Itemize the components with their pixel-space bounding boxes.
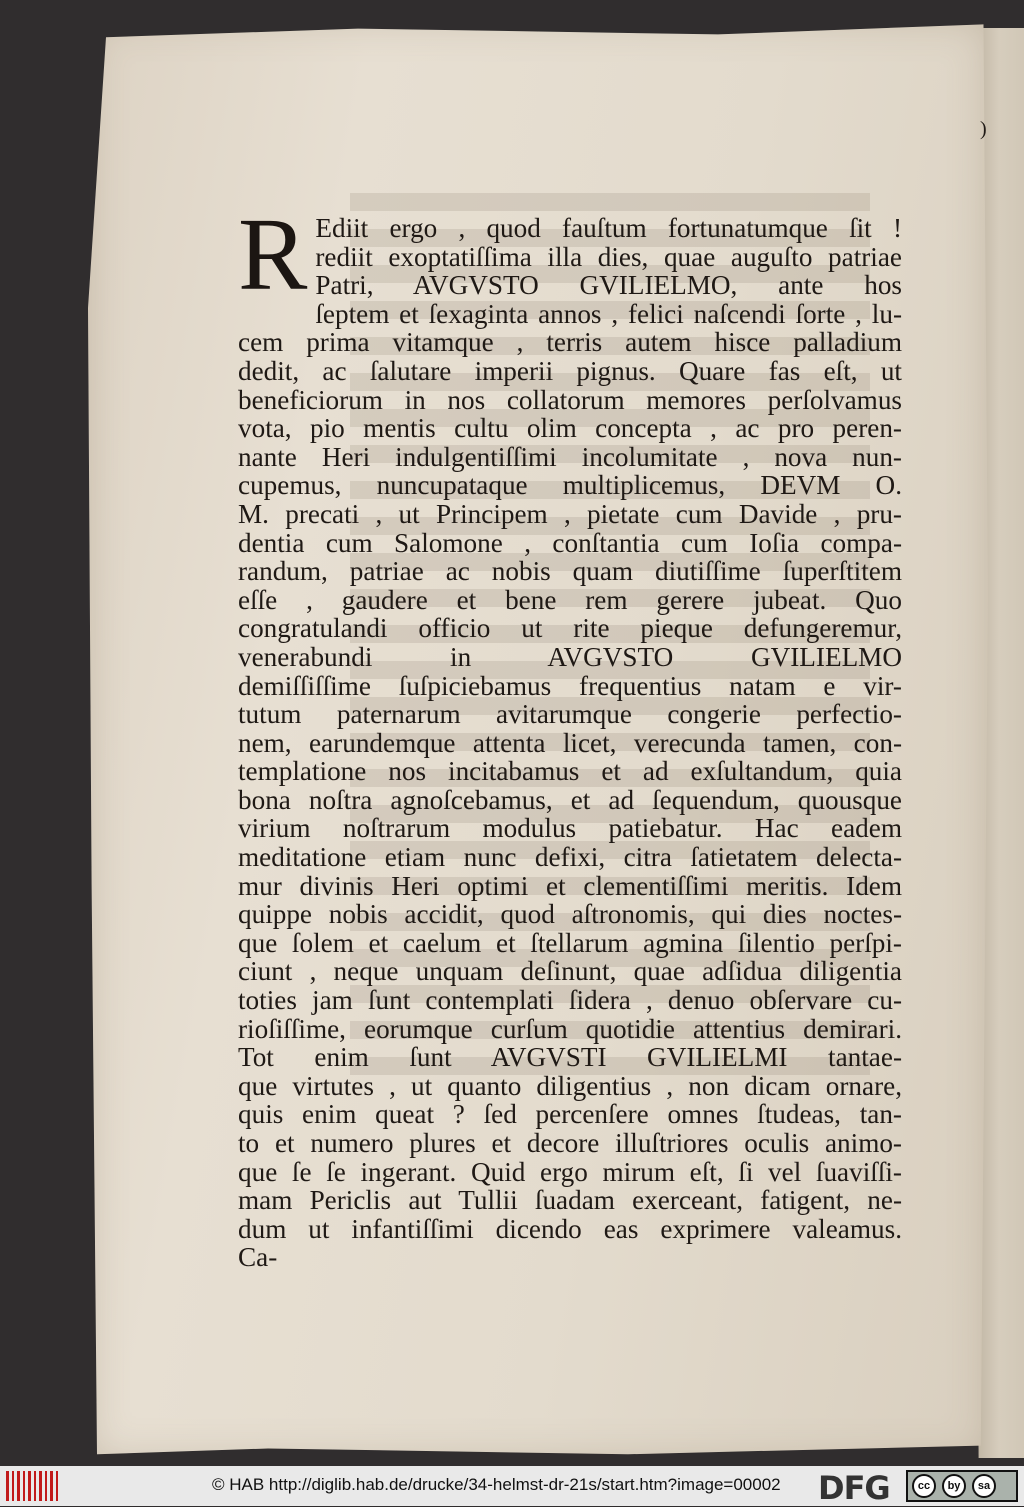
text-line: congratulandi officio ut rite pieque defungeremur, <box>238 613 902 644</box>
by-icon: by <box>942 1474 966 1498</box>
text-line: mur divinis Heri optimi et clementiſſimi meritis. Idem <box>238 870 902 901</box>
text-line: rediit exoptatiſſima illa dies, quae auguſto patriae <box>315 241 902 272</box>
copyright-link[interactable]: © HAB http://diglib.hab.de/drucke/34-helmst-dr-21s/start.htm?image=00002 <box>212 1475 781 1494</box>
text-line: to et numero plures et decore illuſtriores oculis animo- <box>238 1128 902 1158</box>
text-line: cupemus, nuncupataque multiplicemus, DEVM O. <box>238 470 902 501</box>
text-line: dentia cum Salomone , conſtantia cum Ioſia compa- <box>238 527 902 558</box>
text-line: venerabundi in AVGVSTO GVILIELMO <box>238 641 902 672</box>
text-line: ciunt , neque unquam deſinunt, quae adſidua diligentia <box>238 956 902 987</box>
text-line: Patri, AVGVSTO GVILIELMO, ante hos <box>315 270 902 301</box>
text-line: nem, earundemque attenta licet, verecunda tamen, con- <box>238 727 902 758</box>
text-line: mam Periclis aut Tullii ſuadam exerceant, fatigent, ne- <box>238 1185 902 1216</box>
text-line: Tot enim ſunt AVGVSTI GVILIELMI tantae- <box>238 1042 902 1073</box>
text-line: que ſolem et caelum et ſtellarum agmina ſilentio perſpi- <box>238 927 902 958</box>
text-line: cem prima vitamque , terris autem hisce palladium <box>238 327 902 358</box>
text-line: meditatione etiam nunc defixi, citra ſatietatem delecta- <box>238 842 902 873</box>
text-line: que ſe ſe ingerant. Quid ergo mirum eſt, ſi vel ſuaviſſi- <box>238 1156 902 1187</box>
text-line: nante Heri indulgentiſſimi incolumitate , nova nun- <box>238 441 902 472</box>
text-line: M. precati , ut Principem , pietate cum Davide , pru- <box>238 498 902 529</box>
dfg-logo[interactable]: DFG <box>818 1469 890 1507</box>
text-line: ſeptem et ſexaginta annos , felici naſcendi ſorte , lu- <box>315 298 902 329</box>
text-line: bona noſtra agnoſcebamus, et ad ſequendum, quousque <box>238 784 902 815</box>
text-line: Ediit ergo , quod fauſtum fortunatumque ſit ! <box>315 213 902 243</box>
text-line: que virtutes , ut quanto diligentius , non dicam ornare, <box>238 1070 902 1101</box>
text-line: rioſiſſime, eorumque curſum quotidie attentius demirari. <box>238 1013 902 1044</box>
drop-cap: R <box>238 197 308 312</box>
text-line: vota, pio mentis cultu olim concepta , ac pro peren- <box>238 413 902 444</box>
text-line: randum, patriae ac nobis quam diutiſſime ſuperſtitem <box>238 556 902 587</box>
body-text <box>238 197 902 1273</box>
text-line: quis enim queat ? ſed percenſere omnes ſtudeas, tan- <box>238 1099 902 1130</box>
margin-mark: ) <box>980 118 987 140</box>
cc-license-badge[interactable] <box>906 1470 1018 1502</box>
sa-icon: sa <box>972 1474 996 1498</box>
text-line: dum ut infantiſſimi dicendo eas exprimere valeamus. <box>238 1213 902 1244</box>
text-line: templatione nos incitabamus et ad exſultandum, quia <box>238 756 902 787</box>
text-line: virium noſtrarum modulus patiebatur. Hac eadem <box>238 813 902 844</box>
viewer-footer <box>0 1466 1024 1506</box>
text-line: tutum paternarum avitarumque congerie perfectio- <box>238 699 902 730</box>
text-line: quippe nobis accidit, quod aſtronomis, qui dies noctes- <box>238 899 902 930</box>
catchword: Ca- <box>238 1242 278 1273</box>
text-line: dedit, ac ſalutare imperii pignus. Quare fas eſt, ut <box>238 355 902 386</box>
text-line: eſſe , gaudere et bene rem gerere jubeat. Quo <box>238 584 902 615</box>
text-line: beneficiorum in nos collatorum memores perſolvamus <box>238 384 902 415</box>
text-line: toties jam ſunt contemplati ſidera , denuo obſervare cu- <box>238 985 902 1016</box>
hab-barcode-logo[interactable] <box>6 1471 58 1501</box>
text-line: demiſſiſſime ſuſpiciebamus frequentius natam e vir- <box>238 670 902 701</box>
cc-icon: cc <box>912 1474 936 1498</box>
